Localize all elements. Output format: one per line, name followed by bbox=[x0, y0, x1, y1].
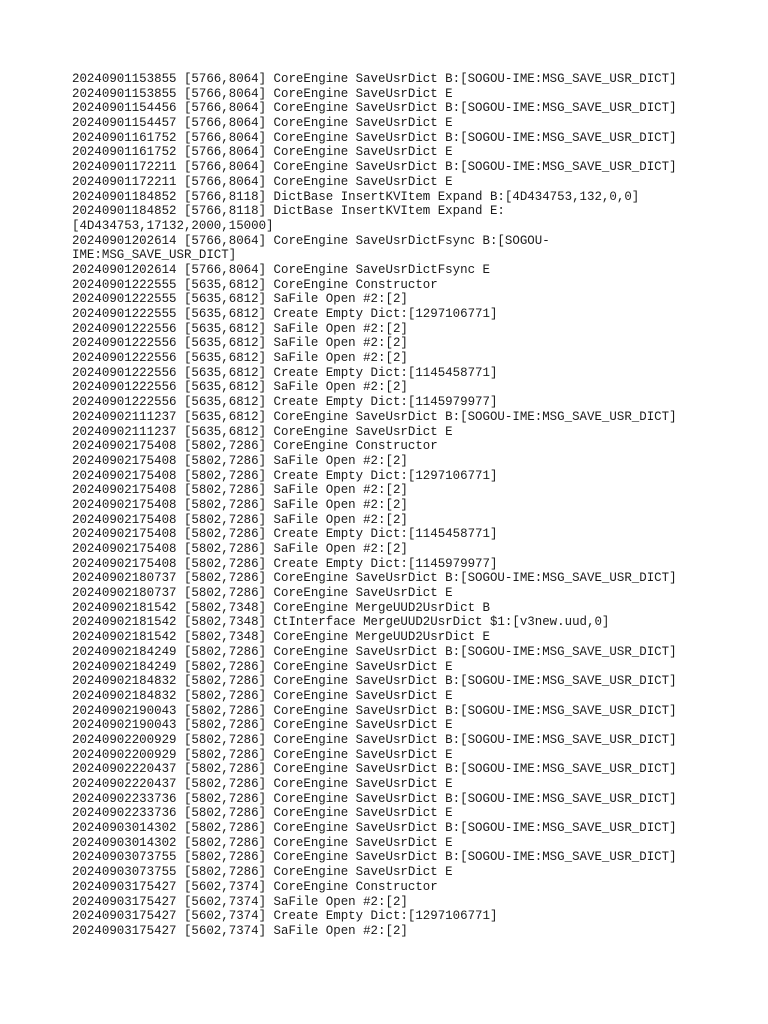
log-line: 20240902200929 [5802,7286] CoreEngine SaveUsrDict B:[SOGOU-IME:MSG_SAVE_USR_DICT] bbox=[72, 732, 677, 747]
log-line: 20240901222556 [5635,6812] Create Empty Dict:[1145979977] bbox=[72, 395, 498, 410]
log-line: 20240901172211 [5766,8064] CoreEngine SaveUsrDict B:[SOGOU-IME:MSG_SAVE_USR_DICT] bbox=[72, 160, 677, 175]
log-line: 20240902175408 [5802,7286] SaFile Open #2:[2] bbox=[72, 483, 408, 498]
log-line: 20240901153855 [5766,8064] CoreEngine SaveUsrDict E bbox=[72, 86, 453, 101]
log-line: 20240901172211 [5766,8064] CoreEngine SaveUsrDict E bbox=[72, 174, 453, 189]
log-line: 20240903175427 [5602,7374] CoreEngine Constructor bbox=[72, 879, 438, 894]
log-line: 20240902111237 [5635,6812] CoreEngine SaveUsrDict B:[SOGOU-IME:MSG_SAVE_USR_DICT] bbox=[72, 409, 677, 424]
log-line: 20240901153855 [5766,8064] CoreEngine SaveUsrDict B:[SOGOU-IME:MSG_SAVE_USR_DICT] bbox=[72, 72, 677, 86]
log-line: 20240903073755 [5802,7286] CoreEngine SaveUsrDict E bbox=[72, 865, 453, 880]
log-line: 20240901184852 [5766,8118] DictBase InsertKVItem Expand E: bbox=[72, 204, 505, 219]
log-line: 20240902184832 [5802,7286] CoreEngine SaveUsrDict B:[SOGOU-IME:MSG_SAVE_USR_DICT] bbox=[72, 674, 677, 689]
log-line: 20240902175408 [5802,7286] SaFile Open #2:[2] bbox=[72, 512, 408, 527]
log-line: 20240901222555 [5635,6812] SaFile Open #2:[2] bbox=[72, 292, 408, 307]
log-line: 20240902220437 [5802,7286] CoreEngine SaveUsrDict E bbox=[72, 777, 453, 791]
log-line: 20240902181542 [5802,7348] CtInterface MergeUUD2UsrDict $1:[v3new.uud,0] bbox=[72, 615, 610, 630]
log-line: 20240903073755 [5802,7286] CoreEngine SaveUsrDict B:[SOGOU-IME:MSG_SAVE_USR_DICT] bbox=[72, 850, 677, 865]
log-line: 20240902175408 [5802,7286] CoreEngine Constructor bbox=[72, 439, 438, 454]
log-line: 20240902233736 [5802,7286] CoreEngine SaveUsrDict B:[SOGOU-IME:MSG_SAVE_USR_DICT] bbox=[72, 791, 677, 806]
log-line: 20240903175427 [5602,7374] SaFile Open #2:[2] bbox=[72, 923, 408, 938]
log-line: 20240902180737 [5802,7286] CoreEngine SaveUsrDict B:[SOGOU-IME:MSG_SAVE_USR_DICT] bbox=[72, 571, 677, 586]
log-line: 20240901202614 [5766,8064] CoreEngine SaveUsrDictFsync E bbox=[72, 262, 490, 277]
log-line: 20240901154457 [5766,8064] CoreEngine SaveUsrDict E bbox=[72, 116, 453, 131]
log-line: 20240901154456 [5766,8064] CoreEngine SaveUsrDict B:[SOGOU-IME:MSG_SAVE_USR_DICT] bbox=[72, 101, 677, 116]
log-text-block bbox=[72, 72, 696, 939]
log-line: [4D434753,17132,2000,15000] bbox=[72, 218, 274, 233]
log-line: 20240901202614 [5766,8064] CoreEngine SaveUsrDictFsync B:[SOGOU- bbox=[72, 233, 550, 248]
log-line: 20240902184249 [5802,7286] CoreEngine SaveUsrDict B:[SOGOU-IME:MSG_SAVE_USR_DICT] bbox=[72, 644, 677, 659]
log-line: 20240902181542 [5802,7348] CoreEngine MergeUUD2UsrDict E bbox=[72, 630, 490, 645]
log-line: 20240902184832 [5802,7286] CoreEngine SaveUsrDict E bbox=[72, 688, 453, 703]
log-line: IME:MSG_SAVE_USR_DICT] bbox=[72, 248, 237, 263]
log-line: 20240902180737 [5802,7286] CoreEngine SaveUsrDict E bbox=[72, 586, 453, 601]
log-line: 20240901222556 [5635,6812] SaFile Open #2:[2] bbox=[72, 321, 408, 336]
log-line: 20240901161752 [5766,8064] CoreEngine SaveUsrDict B:[SOGOU-IME:MSG_SAVE_USR_DICT] bbox=[72, 130, 677, 145]
log-line: 20240902111237 [5635,6812] CoreEngine SaveUsrDict E bbox=[72, 424, 453, 439]
log-line: 20240902175408 [5802,7286] SaFile Open #2:[2] bbox=[72, 542, 408, 556]
log-line: 20240901222556 [5635,6812] SaFile Open #2:[2] bbox=[72, 336, 408, 351]
log-line: 20240903175427 [5602,7374] SaFile Open #2:[2] bbox=[72, 894, 408, 909]
log-line: 20240902233736 [5802,7286] CoreEngine SaveUsrDict E bbox=[72, 806, 453, 821]
log-line: 20240902190043 [5802,7286] CoreEngine SaveUsrDict E bbox=[72, 718, 453, 733]
log-line: 20240902200929 [5802,7286] CoreEngine SaveUsrDict E bbox=[72, 747, 453, 762]
log-line: 20240903014302 [5802,7286] CoreEngine SaveUsrDict E bbox=[72, 835, 453, 850]
log-line: 20240902175408 [5802,7286] Create Empty Dict:[1297106771] bbox=[72, 468, 498, 483]
log-line: 20240901161752 [5766,8064] CoreEngine SaveUsrDict E bbox=[72, 145, 453, 160]
log-line: 20240903175427 [5602,7374] Create Empty Dict:[1297106771] bbox=[72, 909, 498, 924]
log-line: 20240902181542 [5802,7348] CoreEngine MergeUUD2UsrDict B bbox=[72, 600, 490, 615]
log-line: 20240901222556 [5635,6812] Create Empty Dict:[1145458771] bbox=[72, 365, 498, 380]
log-line: 20240901222556 [5635,6812] SaFile Open #2:[2] bbox=[72, 351, 408, 366]
log-line: 20240902175408 [5802,7286] SaFile Open #2:[2] bbox=[72, 497, 408, 512]
log-line: 20240903014302 [5802,7286] CoreEngine SaveUsrDict B:[SOGOU-IME:MSG_SAVE_USR_DICT] bbox=[72, 821, 677, 836]
log-line: 20240901184852 [5766,8118] DictBase InsertKVItem Expand B:[4D434753,132,0,0] bbox=[72, 189, 640, 204]
log-line: 20240902184249 [5802,7286] CoreEngine SaveUsrDict E bbox=[72, 659, 453, 674]
log-line: 20240901222555 [5635,6812] Create Empty Dict:[1297106771] bbox=[72, 307, 498, 321]
log-line: 20240902190043 [5802,7286] CoreEngine SaveUsrDict B:[SOGOU-IME:MSG_SAVE_USR_DICT] bbox=[72, 703, 677, 718]
log-line: 20240901222556 [5635,6812] SaFile Open #2:[2] bbox=[72, 380, 408, 395]
log-line: 20240902175408 [5802,7286] Create Empty Dict:[1145979977] bbox=[72, 556, 498, 571]
log-line: 20240902175408 [5802,7286] SaFile Open #2:[2] bbox=[72, 453, 408, 468]
log-line: 20240902220437 [5802,7286] CoreEngine SaveUsrDict B:[SOGOU-IME:MSG_SAVE_USR_DICT] bbox=[72, 762, 677, 777]
log-line: 20240902175408 [5802,7286] Create Empty Dict:[1145458771] bbox=[72, 527, 498, 542]
log-line: 20240901222555 [5635,6812] CoreEngine Constructor bbox=[72, 277, 438, 292]
